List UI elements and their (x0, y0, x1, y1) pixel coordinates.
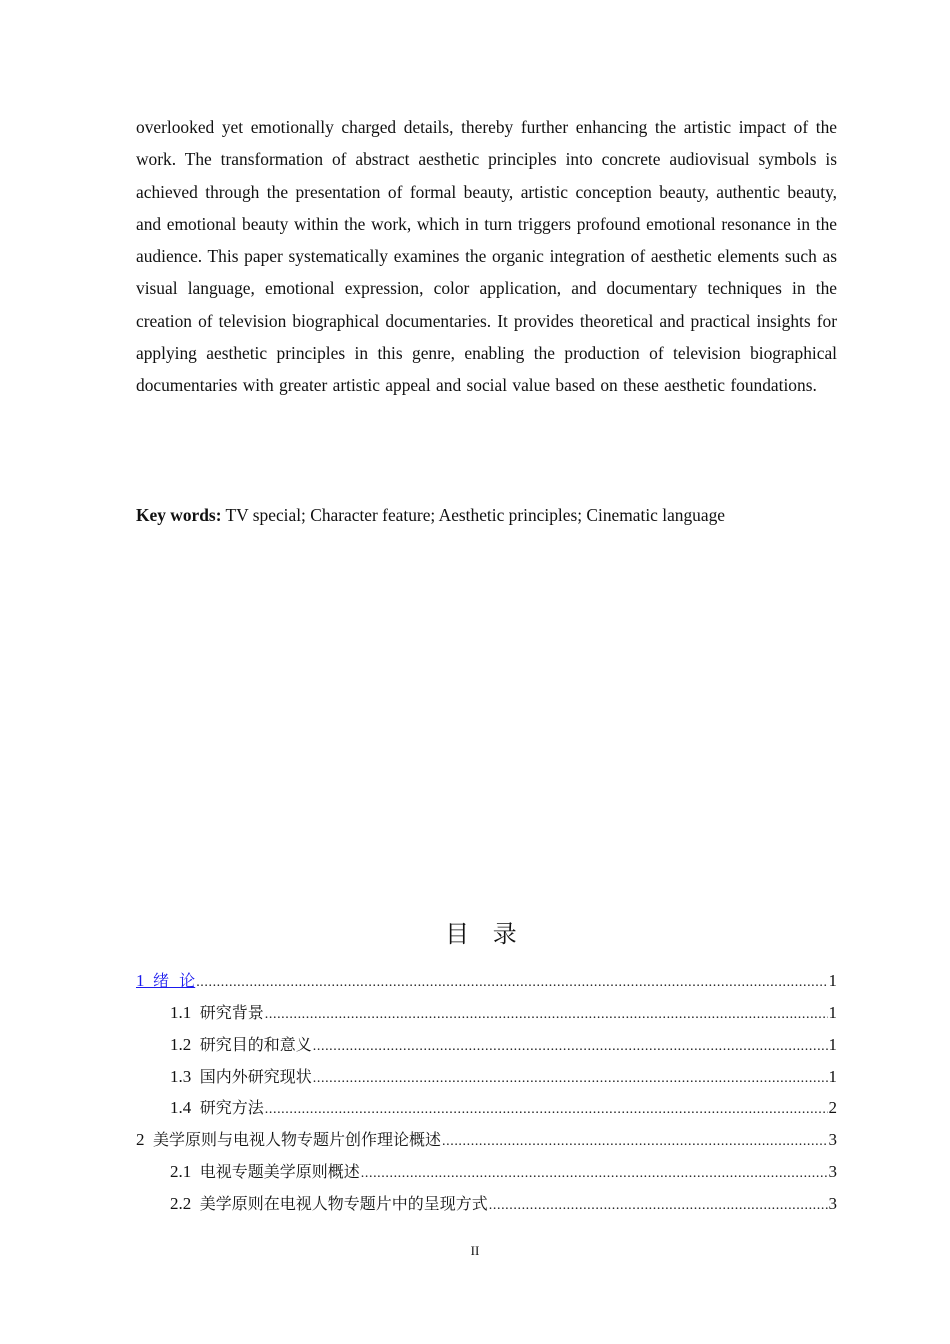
toc-entry-title: 研究背景 (199, 1003, 264, 1022)
toc-leader-dots (313, 1063, 828, 1092)
toc-entry-title: 绪 论 (153, 971, 196, 990)
toc-entry-1[interactable] (136, 965, 837, 996)
toc-entry-number: 1.3 (170, 1067, 200, 1086)
toc-entry-number: 1 (136, 971, 153, 990)
toc-entry-1-3[interactable] (170, 1061, 837, 1092)
toc-entry-title: 研究目的和意义 (199, 1035, 312, 1054)
toc-entry-title: 美学原则在电视人物专题片中的呈现方式 (199, 1194, 488, 1213)
toc-leader-dots (313, 1031, 828, 1060)
toc-leader-dots (265, 1094, 828, 1123)
toc-leader-dots (196, 967, 827, 996)
page-number: II (470, 1243, 480, 1258)
toc-leader-dots (361, 1158, 828, 1187)
toc-entry-page: 1 (828, 1003, 837, 1022)
toc-entry-title: 国内外研究现状 (199, 1067, 312, 1086)
toc-entry-1-4[interactable] (170, 1092, 837, 1123)
toc-entry-number: 1.1 (170, 1003, 200, 1022)
toc-leader-dots (265, 999, 828, 1028)
toc-entry-title: 美学原则与电视人物专题片创作理论概述 (153, 1130, 442, 1149)
toc-entry-number: 2 (136, 1130, 153, 1149)
toc-entry-2-2[interactable] (170, 1188, 837, 1219)
toc-entry-page: 1 (828, 971, 837, 990)
abstract-paragraph: overlooked yet emotionally charged details, thereby further enhancing the artistic impact of the work. The transformation of abstract aesthetic principles into concrete audiovisual symbols is achieved through the presentation of formal beauty, artistic conception beauty, authentic beauty, and emotional beauty within the work, which in turn triggers profound emotional resonance in the audience. This paper systematically examines the organic integration of aesthetic elements such as visual language, emotional expression, color application, and documentary techniques in the creation of television biographical documentaries. It provides theoretical and practical insights for applying aesthetic principles in this genre, enabling the production of television biographical documentaries with greater artistic appeal and social value based on these aesthetic foundations. (136, 117, 837, 396)
toc-entry-2[interactable] (136, 1124, 837, 1155)
toc-entry-title: 研究方法 (199, 1098, 264, 1117)
toc-entry-1-1[interactable] (170, 997, 837, 1028)
toc-entry-number: 1.2 (170, 1035, 200, 1054)
toc-entry-number: 1.4 (170, 1098, 200, 1117)
toc-entry-number: 2.2 (170, 1194, 200, 1213)
toc-entry-page: 3 (828, 1194, 837, 1213)
toc-entry-page: 3 (828, 1162, 837, 1181)
toc-entry-1-2[interactable] (170, 1029, 837, 1060)
toc-entry-number: 2.1 (170, 1162, 200, 1181)
toc-entry-page: 1 (828, 1035, 837, 1054)
keywords-label: Key words: (136, 505, 222, 525)
keywords-line (136, 502, 856, 528)
toc-leader-dots (442, 1126, 827, 1155)
toc-entry-page: 2 (828, 1098, 837, 1117)
toc-leader-dots (489, 1190, 828, 1219)
toc-entry-page: 3 (828, 1130, 837, 1149)
toc-entry-title: 电视专题美学原则概述 (199, 1162, 360, 1181)
toc-entry-page: 1 (828, 1067, 837, 1086)
toc-entry-2-1[interactable] (170, 1156, 837, 1187)
toc-title: 目 录 (445, 920, 525, 948)
keywords-value: TV special; Character feature; Aesthetic principles; Cinematic language (225, 505, 726, 525)
